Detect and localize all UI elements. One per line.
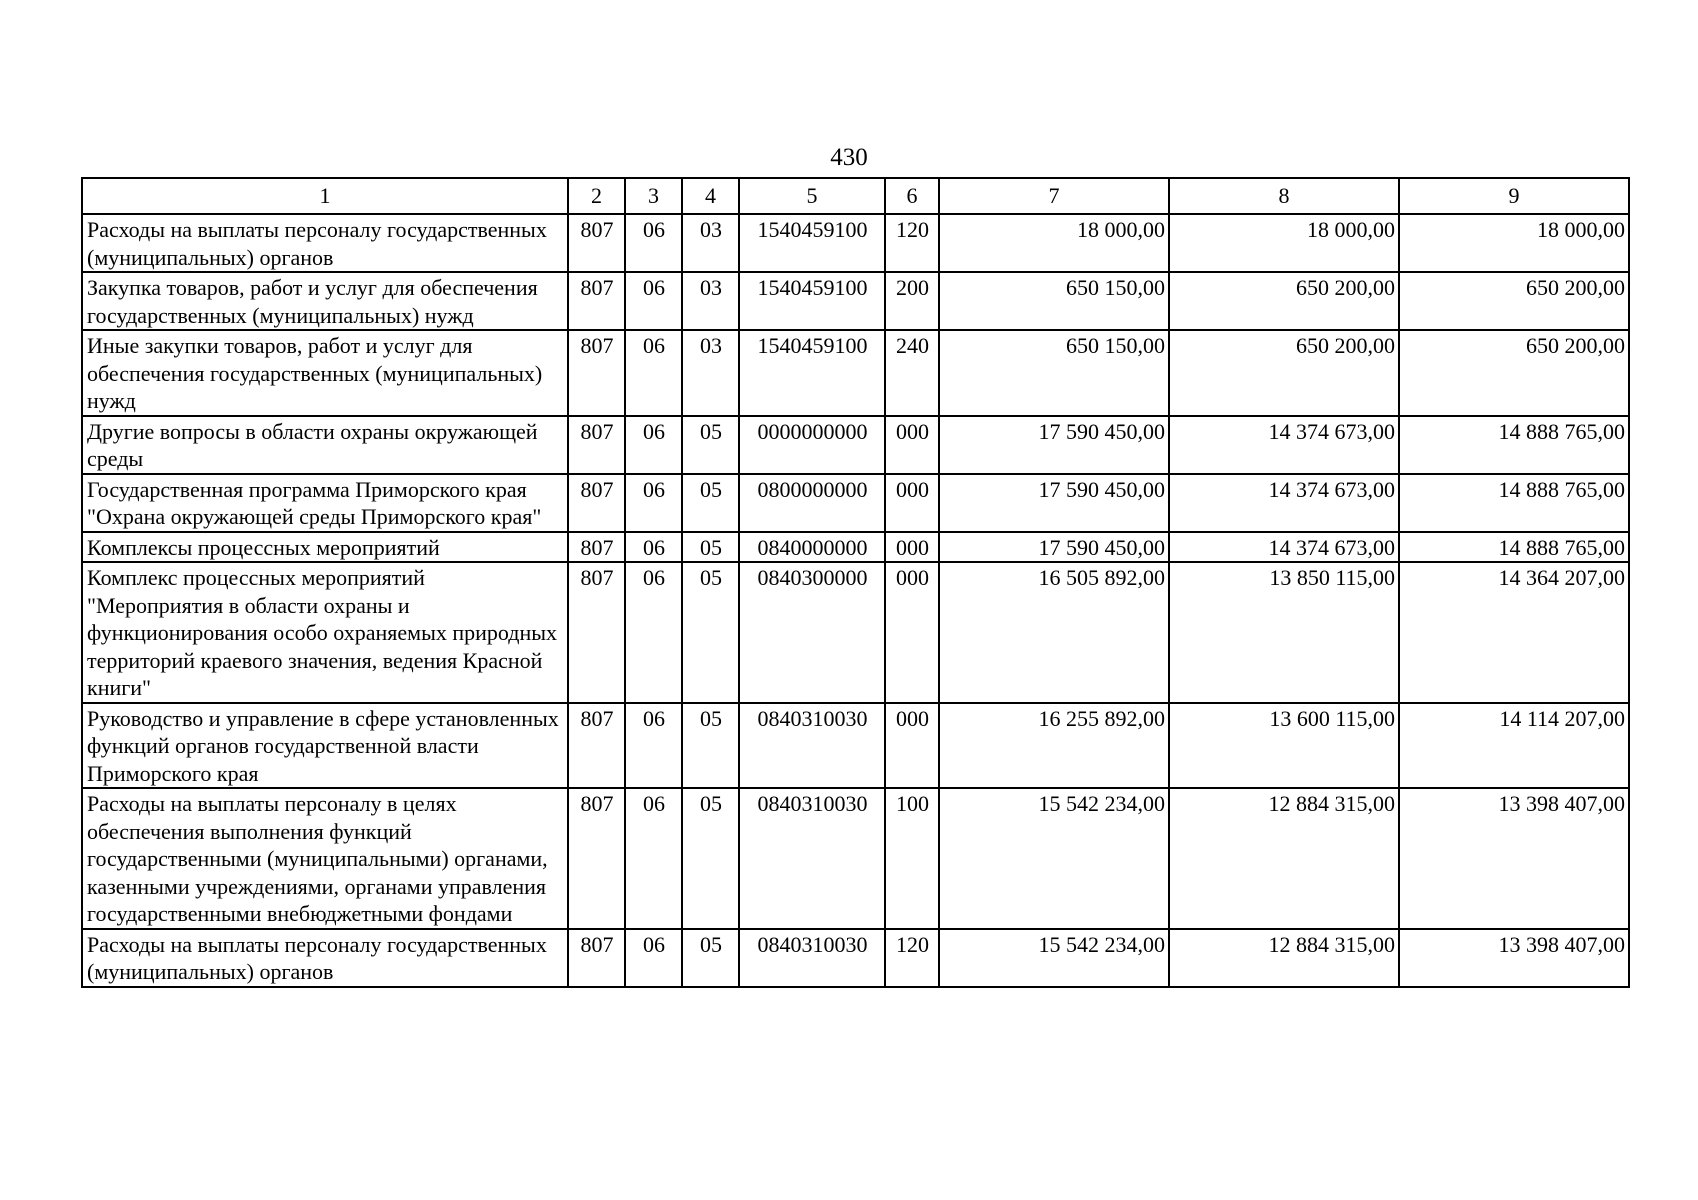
ministry-code: 807 <box>568 474 625 532</box>
section-code: 06 <box>625 788 682 929</box>
column-header: 2 <box>568 178 625 214</box>
subsection-code: 05 <box>682 929 739 987</box>
section-code: 06 <box>625 532 682 563</box>
section-code: 06 <box>625 929 682 987</box>
amount-col7: 650 150,00 <box>939 330 1169 416</box>
target-article-code: 1540459100 <box>739 214 885 272</box>
ministry-code: 807 <box>568 330 625 416</box>
ministry-code: 807 <box>568 416 625 474</box>
expense-type-code: 000 <box>885 416 939 474</box>
expense-type-code: 240 <box>885 330 939 416</box>
table-row <box>82 214 1629 272</box>
table-row <box>82 562 1629 703</box>
amount-col8: 13 850 115,00 <box>1169 562 1399 703</box>
row-name: Расходы на выплаты персоналу в целях обеспечения выполнения функций государственными (муниципальными) органами, казенными учреждениями, органами управления государственными внебюджетными фондами <box>82 788 568 929</box>
subsection-code: 05 <box>682 562 739 703</box>
section-code: 06 <box>625 416 682 474</box>
ministry-code: 807 <box>568 272 625 330</box>
row-name: Руководство и управление в сфере установленных функций органов государственной власти Приморского края <box>82 703 568 789</box>
column-header: 4 <box>682 178 739 214</box>
expense-type-code: 000 <box>885 562 939 703</box>
target-article-code: 0840310030 <box>739 788 885 929</box>
row-name: Закупка товаров, работ и услуг для обеспечения государственных (муниципальных) нужд <box>82 272 568 330</box>
column-header: 5 <box>739 178 885 214</box>
target-article-code: 0840310030 <box>739 929 885 987</box>
amount-col9: 13 398 407,00 <box>1399 788 1629 929</box>
expense-type-code: 000 <box>885 532 939 563</box>
page-number: 430 <box>830 144 868 171</box>
amount-col8: 14 374 673,00 <box>1169 474 1399 532</box>
expense-type-code: 100 <box>885 788 939 929</box>
row-name: Комплексы процессных мероприятий <box>82 532 568 563</box>
amount-col8: 650 200,00 <box>1169 330 1399 416</box>
ministry-code: 807 <box>568 788 625 929</box>
ministry-code: 807 <box>568 929 625 987</box>
expense-type-code: 120 <box>885 214 939 272</box>
table-row <box>82 532 1629 563</box>
amount-col7: 15 542 234,00 <box>939 929 1169 987</box>
column-header: 6 <box>885 178 939 214</box>
header-row <box>82 178 1629 214</box>
amount-col9: 650 200,00 <box>1399 272 1629 330</box>
amount-col9: 14 114 207,00 <box>1399 703 1629 789</box>
target-article-code: 1540459100 <box>739 272 885 330</box>
amount-col7: 16 505 892,00 <box>939 562 1169 703</box>
target-article-code: 0840300000 <box>739 562 885 703</box>
amount-col8: 18 000,00 <box>1169 214 1399 272</box>
amount-col7: 650 150,00 <box>939 272 1169 330</box>
subsection-code: 03 <box>682 272 739 330</box>
target-article-code: 0840000000 <box>739 532 885 563</box>
amount-col8: 650 200,00 <box>1169 272 1399 330</box>
target-article-code: 1540459100 <box>739 330 885 416</box>
amount-col8: 12 884 315,00 <box>1169 929 1399 987</box>
amount-col9: 14 888 765,00 <box>1399 532 1629 563</box>
target-article-code: 0800000000 <box>739 474 885 532</box>
amount-col8: 13 600 115,00 <box>1169 703 1399 789</box>
budget-table <box>81 177 1630 988</box>
amount-col9: 14 888 765,00 <box>1399 474 1629 532</box>
section-code: 06 <box>625 330 682 416</box>
amount-col9: 14 364 207,00 <box>1399 562 1629 703</box>
subsection-code: 05 <box>682 474 739 532</box>
amount-col9: 14 888 765,00 <box>1399 416 1629 474</box>
ministry-code: 807 <box>568 214 625 272</box>
table-row <box>82 929 1629 987</box>
table-row <box>82 788 1629 929</box>
amount-col8: 14 374 673,00 <box>1169 532 1399 563</box>
subsection-code: 05 <box>682 532 739 563</box>
row-name: Государственная программа Приморского края "Охрана окружающей среды Приморского края" <box>82 474 568 532</box>
section-code: 06 <box>625 474 682 532</box>
ministry-code: 807 <box>568 532 625 563</box>
subsection-code: 05 <box>682 416 739 474</box>
row-name: Расходы на выплаты персоналу государственных (муниципальных) органов <box>82 214 568 272</box>
ministry-code: 807 <box>568 562 625 703</box>
expense-type-code: 200 <box>885 272 939 330</box>
subsection-code: 03 <box>682 214 739 272</box>
section-code: 06 <box>625 562 682 703</box>
expense-type-code: 000 <box>885 703 939 789</box>
amount-col9: 18 000,00 <box>1399 214 1629 272</box>
expense-type-code: 120 <box>885 929 939 987</box>
amount-col7: 17 590 450,00 <box>939 532 1169 563</box>
target-article-code: 0840310030 <box>739 703 885 789</box>
row-name: Расходы на выплаты персоналу государственных (муниципальных) органов <box>82 929 568 987</box>
ministry-code: 807 <box>568 703 625 789</box>
table-row <box>82 272 1629 330</box>
row-name: Другие вопросы в области охраны окружающей среды <box>82 416 568 474</box>
subsection-code: 05 <box>682 703 739 789</box>
target-article-code: 0000000000 <box>739 416 885 474</box>
amount-col7: 18 000,00 <box>939 214 1169 272</box>
amount-col7: 15 542 234,00 <box>939 788 1169 929</box>
section-code: 06 <box>625 272 682 330</box>
amount-col9: 650 200,00 <box>1399 330 1629 416</box>
column-header: 1 <box>82 178 568 214</box>
table-row <box>82 703 1629 789</box>
amount-col9: 13 398 407,00 <box>1399 929 1629 987</box>
expense-type-code: 000 <box>885 474 939 532</box>
row-name: Иные закупки товаров, работ и услуг для обеспечения государственных (муниципальных) нужд <box>82 330 568 416</box>
column-header: 8 <box>1169 178 1399 214</box>
column-header: 3 <box>625 178 682 214</box>
section-code: 06 <box>625 703 682 789</box>
amount-col8: 12 884 315,00 <box>1169 788 1399 929</box>
subsection-code: 03 <box>682 330 739 416</box>
amount-col7: 17 590 450,00 <box>939 474 1169 532</box>
table-row <box>82 330 1629 416</box>
section-code: 06 <box>625 214 682 272</box>
amount-col7: 16 255 892,00 <box>939 703 1169 789</box>
row-name: Комплекс процессных мероприятий "Мероприятия в области охраны и функционирования особо охраняемых природных территорий краевого значения, ведения Красной книги" <box>82 562 568 703</box>
column-header: 9 <box>1399 178 1629 214</box>
subsection-code: 05 <box>682 788 739 929</box>
table-row <box>82 416 1629 474</box>
amount-col7: 17 590 450,00 <box>939 416 1169 474</box>
column-header: 7 <box>939 178 1169 214</box>
table-row <box>82 474 1629 532</box>
amount-col8: 14 374 673,00 <box>1169 416 1399 474</box>
